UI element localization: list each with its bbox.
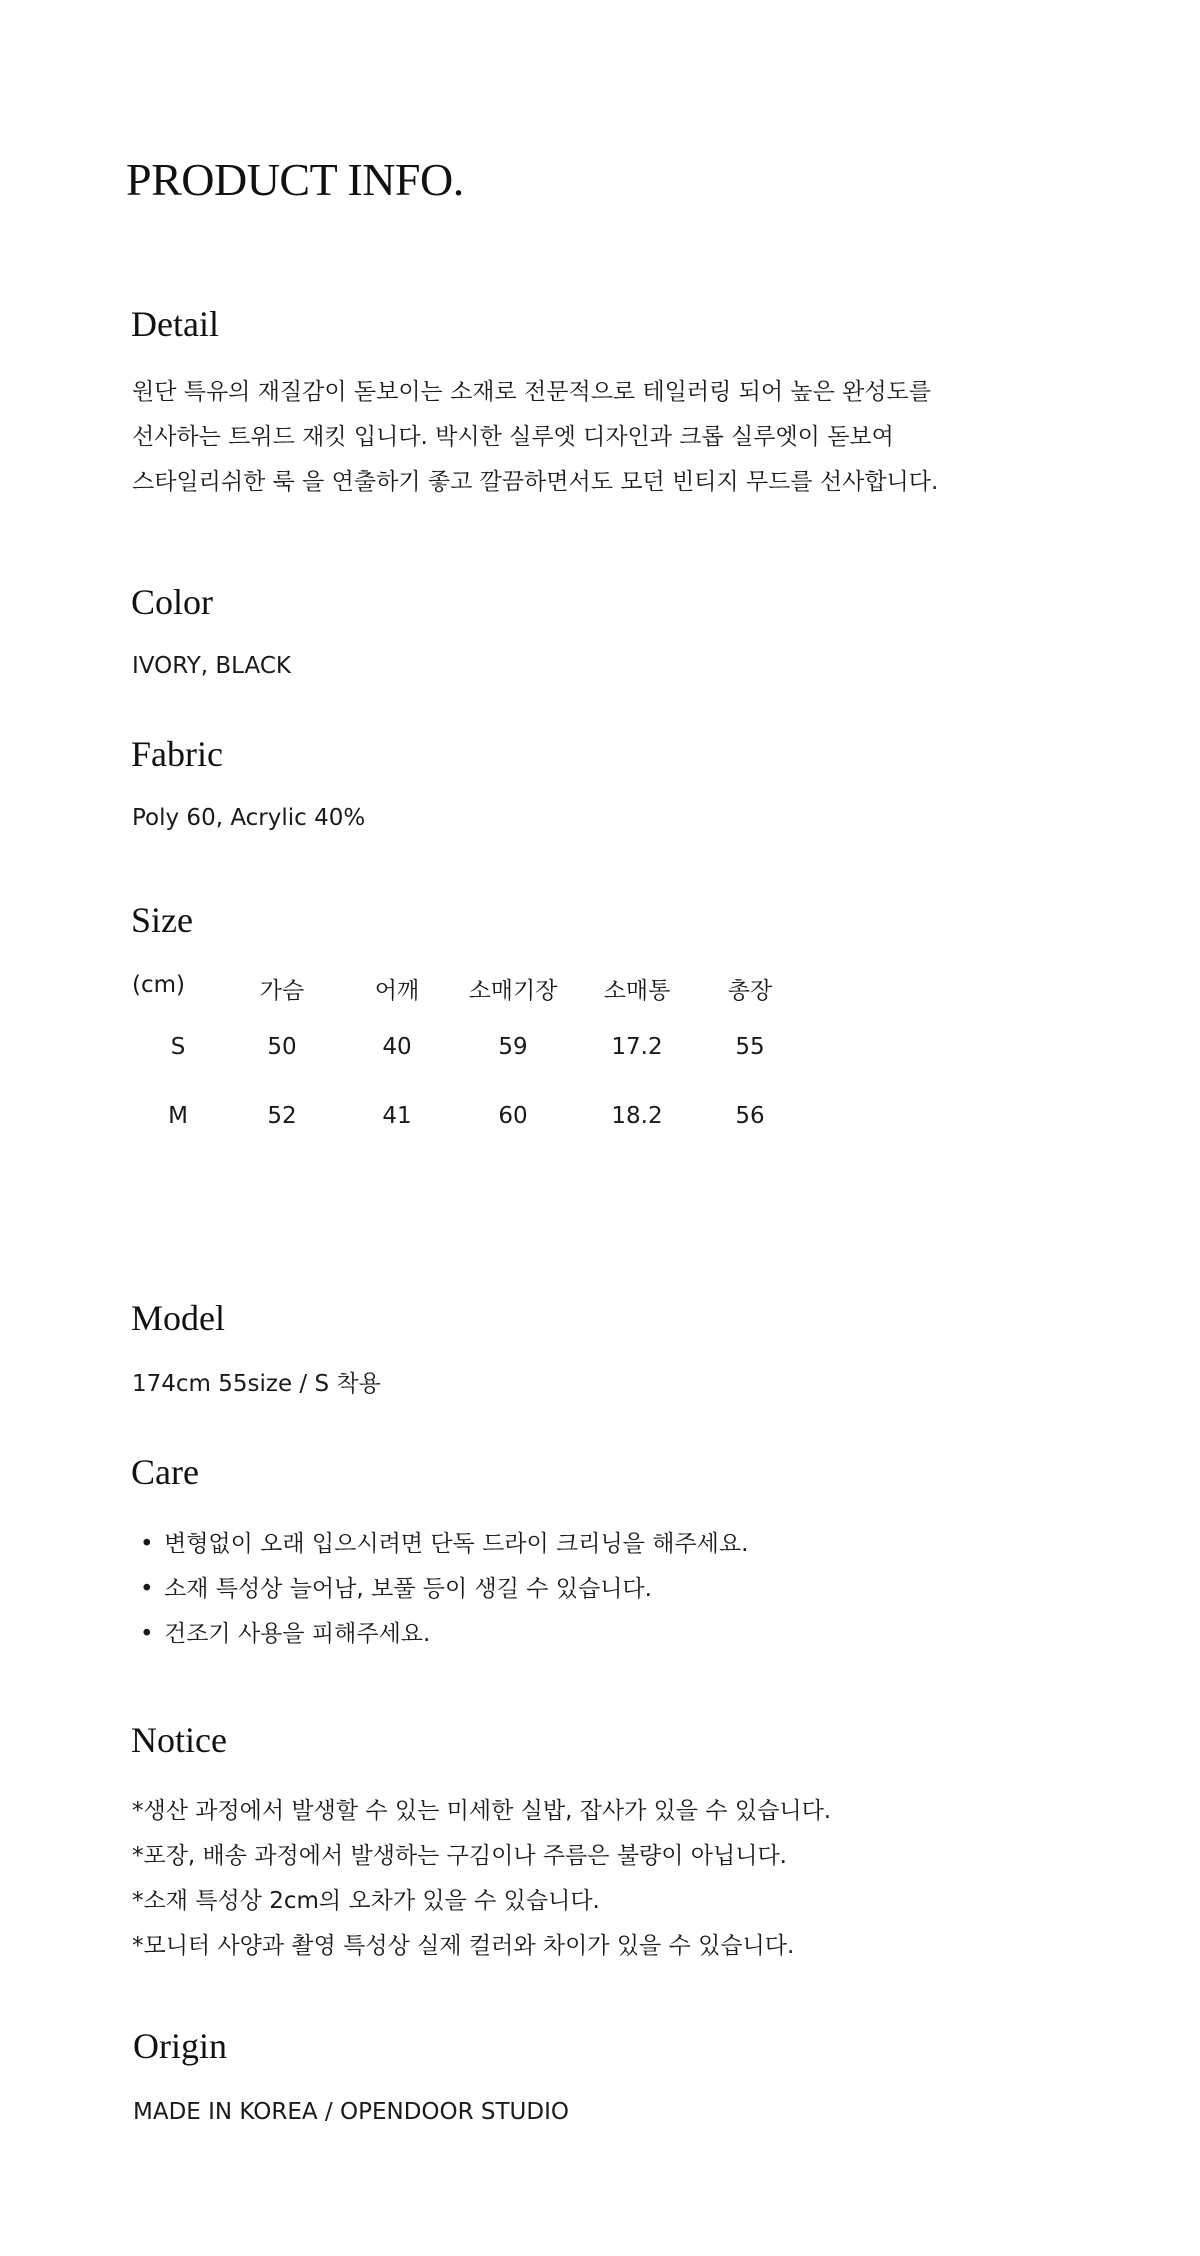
origin-heading: Origin — [133, 2026, 227, 2066]
detail-line: 선사하는 트위드 재킷 입니다. 박시한 실루엣 디자인과 크롭 실루엣이 돋보여 — [132, 424, 894, 450]
bullet-icon: • — [140, 1621, 154, 1647]
origin-value: MADE IN KOREA / OPENDOOR STUDIO — [133, 2099, 569, 2125]
table-cell: 55 — [735, 1033, 765, 1060]
table-row — [132, 1012, 798, 1081]
size-table-header-row — [132, 972, 798, 1012]
detail-line: 원단 특유의 재질감이 돋보이는 소재로 전문적으로 테일러링 되어 높은 완성도를 — [132, 379, 931, 405]
care-item-text: 소재 특성상 늘어남, 보풀 등이 생길 수 있습니다. — [164, 1576, 652, 1602]
notice-list — [132, 1789, 831, 1969]
table-cell: 60 — [498, 1102, 528, 1129]
size-heading: Size — [131, 900, 193, 940]
table-row — [132, 1081, 798, 1150]
size-col-total-length: 총장 — [727, 978, 773, 1004]
list-item — [132, 1612, 748, 1657]
color-heading: Color — [131, 582, 214, 622]
page-title: PRODUCT INFO. — [126, 154, 464, 205]
table-cell: 17.2 — [611, 1033, 663, 1060]
table-cell: 56 — [735, 1102, 765, 1129]
table-cell: 41 — [382, 1102, 412, 1129]
table-cell: 52 — [267, 1102, 297, 1129]
fabric-value: Poly 60, Acrylic 40% — [132, 805, 366, 831]
list-item — [132, 1522, 748, 1567]
table-cell: 40 — [382, 1033, 412, 1060]
care-heading: Care — [131, 1452, 199, 1492]
color-value: IVORY, BLACK — [132, 653, 291, 679]
size-label: S — [170, 1033, 186, 1060]
notice-line: *소재 특성상 2cm의 오차가 있을 수 있습니다. — [132, 1888, 600, 1914]
care-list — [132, 1522, 748, 1657]
notice-line: *모니터 사양과 촬영 특성상 실제 컬러와 차이가 있을 수 있습니다. — [132, 1933, 795, 1959]
size-col-sleeve-length: 소매기장 — [468, 978, 558, 1004]
size-col-sleeve-width: 소매통 — [603, 978, 671, 1004]
list-item — [132, 1567, 748, 1612]
size-col-shoulder: 어깨 — [374, 978, 420, 1004]
table-cell: 18.2 — [611, 1102, 663, 1129]
bullet-icon: • — [140, 1576, 154, 1602]
model-value: 174cm 55size / S 착용 — [132, 1371, 381, 1397]
notice-line: *포장, 배송 과정에서 발생하는 구김이나 주름은 불량이 아닙니다. — [132, 1843, 787, 1869]
size-col-chest: 가슴 — [259, 978, 305, 1004]
model-heading: Model — [131, 1298, 225, 1338]
table-cell: 59 — [498, 1033, 528, 1060]
detail-line: 스타일리쉬한 룩 을 연출하기 좋고 깔끔하면서도 모던 빈티지 무드를 선사합니다. — [132, 469, 939, 495]
size-col-unit: (cm) — [132, 972, 185, 998]
notice-line: *생산 과정에서 발생할 수 있는 미세한 실밥, 잡사가 있을 수 있습니다. — [132, 1798, 832, 1824]
care-item-text: 변형없이 오래 입으시려면 단독 드라이 크리닝을 해주세요. — [164, 1531, 749, 1557]
size-table — [132, 972, 798, 1150]
table-cell: 50 — [267, 1033, 297, 1060]
detail-description — [132, 370, 938, 505]
fabric-heading: Fabric — [131, 734, 223, 774]
notice-heading: Notice — [131, 1720, 227, 1760]
size-label: M — [168, 1102, 188, 1129]
bullet-icon: • — [140, 1531, 154, 1557]
detail-heading: Detail — [131, 304, 219, 344]
care-item-text: 건조기 사용을 피해주세요. — [164, 1621, 431, 1647]
